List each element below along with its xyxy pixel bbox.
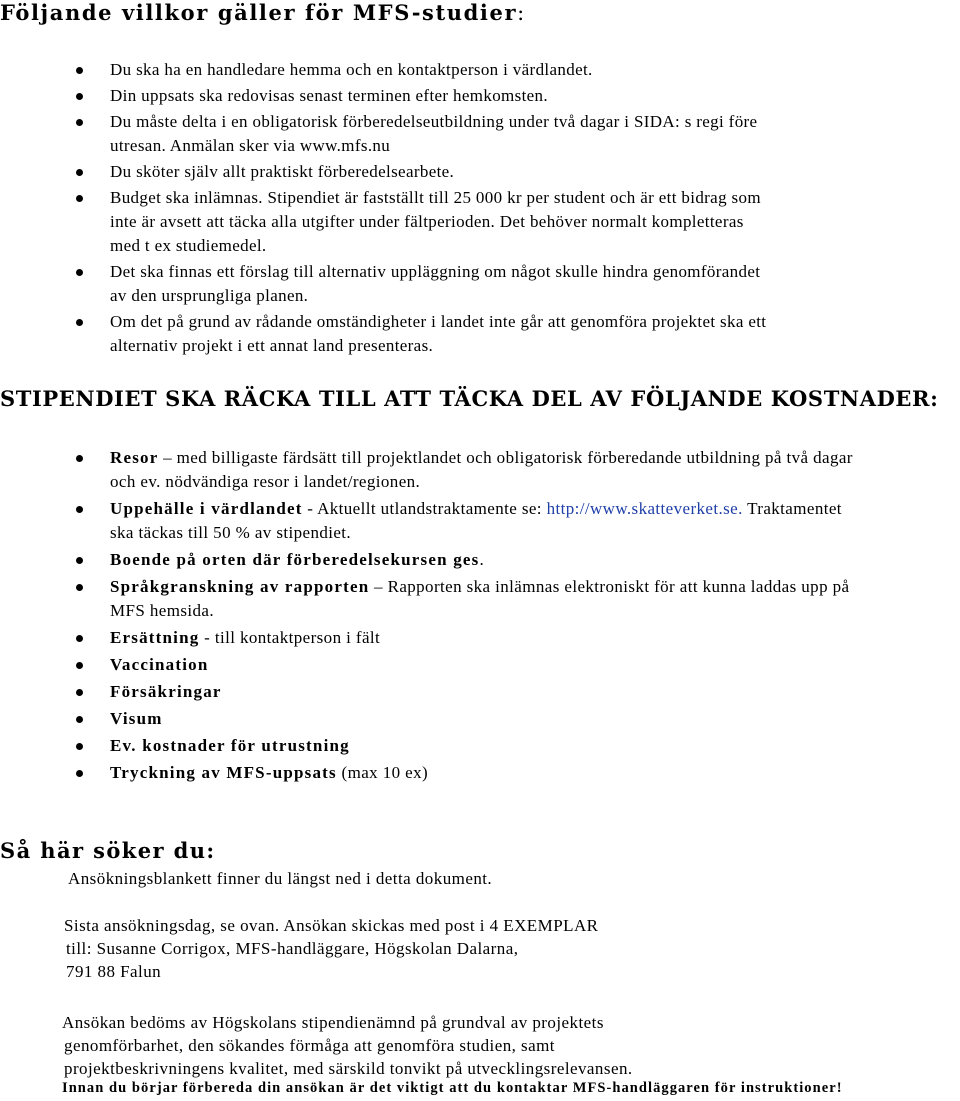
skatteverket-link[interactable]: http://www.skatteverket.se. [546, 499, 743, 518]
bullet-icon [76, 93, 83, 100]
list-item-vaccination: Vaccination [76, 653, 856, 677]
bullet-icon [76, 169, 83, 176]
bullet-icon [76, 635, 83, 642]
list-item: Det ska finnas ett förslag till alternativ uppläggning om något skulle hindra genomförandet av den ursprungliga planen. [76, 260, 776, 308]
text-line: 791 88 Falun [66, 962, 162, 981]
bullet-icon [76, 455, 83, 462]
bullet-icon [76, 506, 83, 513]
heading-villkor: Följande villkor gäller för MFS-studier: [0, 0, 526, 25]
heading-stipendiet: STIPENDIET SKA RÄCKA TILL ATT TÄCKA DEL AV FÖLJANDE KOSTNADER: [0, 386, 939, 411]
list-item-ersattning: Ersättning - till kontaktperson i fält [76, 626, 856, 650]
list-item-tryckning: Tryckning av MFS-uppsats (max 10 ex) [76, 761, 856, 785]
list-item-sprak: Språkgranskning av rapporten – Rapporten ska inlämnas elektroniskt för att kunna laddas upp på MFS hemsida. [76, 575, 856, 623]
text-line: till: Susanne Corrigox, MFS-handläggare, Högskolan Dalarna, [66, 939, 519, 958]
list-item: Du måste delta i en obligatorisk förberedelseutbildning under två dagar i SIDA: s regi före utresan. Anmälan sker via www.mfs.nu [76, 110, 776, 158]
text-line: Sista ansökningsdag, se ovan. Ansökan skickas med post i 4 EXEMPLAR [64, 916, 599, 935]
bullet-icon [76, 770, 83, 777]
bullet-icon [76, 584, 83, 591]
blankett-text: Ansökningsblankett finner du längst ned i detta dokument. [68, 869, 493, 888]
list-item-utrustning: Ev. kostnader för utrustning [76, 734, 856, 758]
list-item: Du ska ha en handledare hemma och en kontaktperson i värdlandet. [76, 58, 776, 82]
bullet-icon [76, 67, 83, 74]
list-item-boende: Boende på orten där förberedelsekursen ges. [76, 548, 856, 572]
bullet-icon [76, 119, 83, 126]
bullet-icon [76, 662, 83, 669]
bullet-icon [76, 716, 83, 723]
text-line: projektbeskrivningens kvalitet, med särskild tonvikt på utvecklingsrelevansen. [64, 1059, 633, 1078]
kostnader-list [76, 446, 856, 788]
bullet-icon [76, 689, 83, 696]
heading-soker: Så här söker du: [0, 838, 216, 863]
list-item: Om det på grund av rådande omständigheter i landet inte går att genomföra projektet ska ett alternativ projekt i ett annat land presenteras. [76, 310, 776, 358]
bullet-icon [76, 319, 83, 326]
bullet-icon [76, 557, 83, 564]
sista-ansokningsdag-text [64, 914, 598, 983]
list-item-forsakringar: Försäkringar [76, 680, 856, 704]
bullet-icon [76, 195, 83, 202]
list-item: Din uppsats ska redovisas senast terminen efter hemkomsten. [76, 84, 776, 108]
bullet-icon [76, 269, 83, 276]
list-item-visum: Visum [76, 707, 856, 731]
text-line: genomförbarhet, den sökandes förmåga att genomföra studien, samt [64, 1036, 555, 1055]
bedomning-text [62, 1011, 633, 1080]
list-item-uppehalle: Uppehälle i värdlandet - Aktuellt utlandstraktamente se: http://www.skatteverket.se. Traktamentet ska täckas till 50 % av stipendiet. [76, 497, 856, 545]
list-item: Du sköter själv allt praktiskt förberedelsearbete. [76, 160, 776, 184]
text-line: Ansökan bedöms av Högskolans stipendienämnd på grundval av projektets [62, 1013, 604, 1032]
list-item-resor: Resor – med billigaste färdsätt till projektlandet och obligatorisk förberedande utbildning på två dagar och ev. nödvändiga resor i landet/regionen. [76, 446, 856, 494]
list-item: Budget ska inlämnas. Stipendiet är fastställt till 25 000 kr per student och är ett bidrag som inte är avsett att täcka alla utgifter under fältperioden. Det behöver normalt kompletteras med t ex studiemedel. [76, 186, 776, 258]
bullet-icon [76, 743, 83, 750]
instruction-note: Innan du börjar förbereda din ansökan är det viktigt att du kontaktar MFS-handläggaren för instruktioner! [62, 1080, 843, 1096]
villkor-list [76, 58, 776, 360]
